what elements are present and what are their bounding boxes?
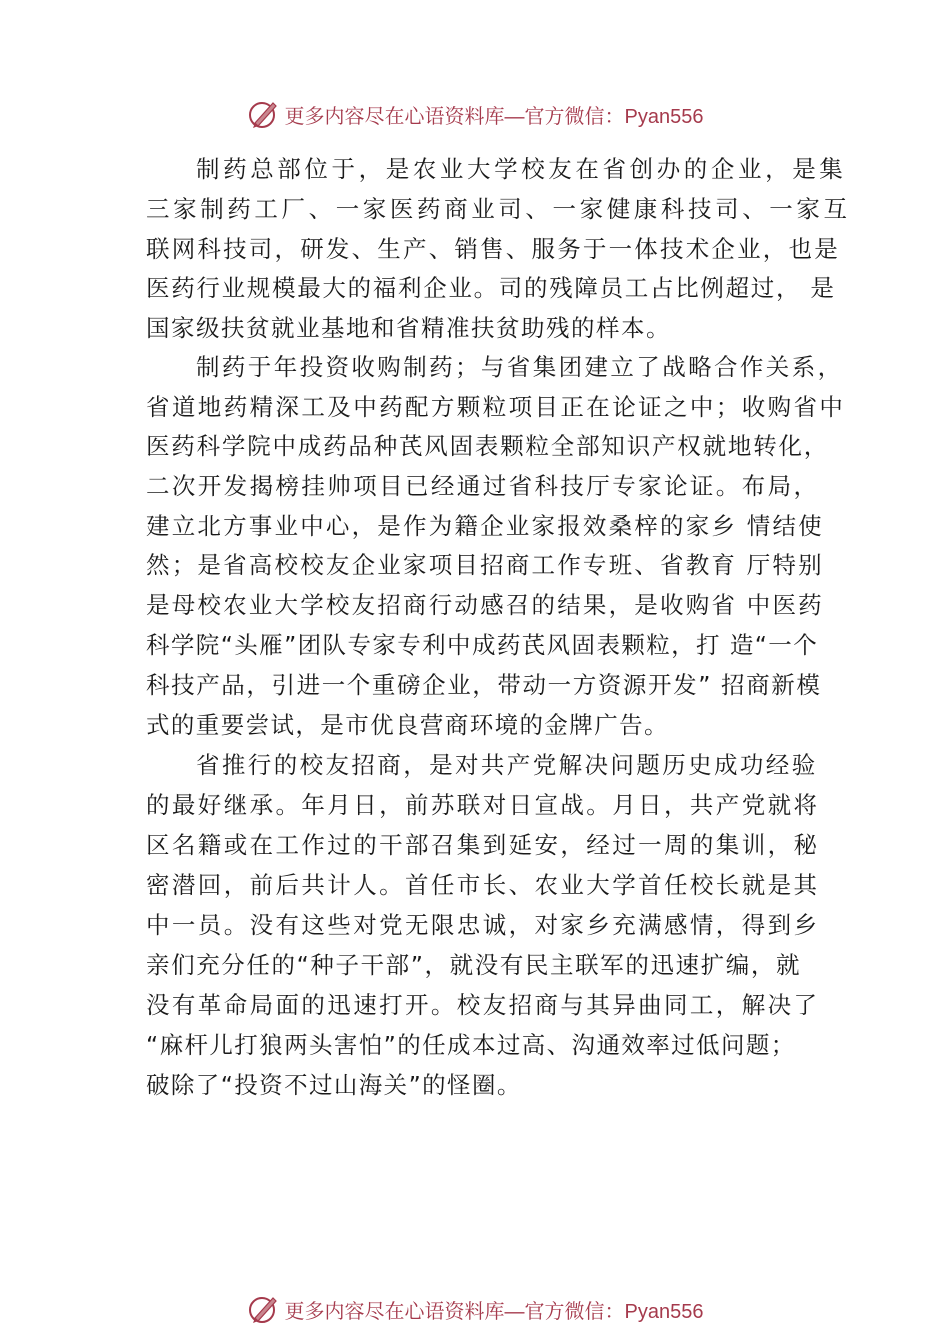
text-line: 是母校农业大学校友招商行动感召的结果，是收购省 中医药 (146, 591, 824, 619)
banner-site-name: 更多内容尽在心语资料库 (284, 1298, 505, 1323)
text-line: 制药于年投资收购制药；与省集团建立了战略合作关系， (196, 353, 844, 381)
text-line: 科学院“头雁”团队专家专利中成药芪风固表颗粒，打 造“一个 (146, 631, 819, 659)
text-line: 省道地药精深工及中药配方颗粒项目正在论证之中；收购省中 (146, 393, 846, 421)
text-line: 医药行业规模最大的福利企业。司的残障员工占比例超过， 是 (146, 274, 836, 302)
text-line: 的最好继承。年月日，前苏联对日宣战。月日，共产党就将 (146, 791, 820, 819)
text-line: 制药总部位于，是农业大学校友在省创办的企业，是集 (196, 155, 847, 183)
text-line: 然；是省高校校友企业家项目招商工作专班、省教育 厅特别 (146, 551, 824, 579)
text-line: 建立北方事业中心，是作为籍企业家报效桑梓的家乡 情结使 (146, 512, 824, 540)
text-line: 中一员。没有这些对党无限忠诚，对家乡充满感情，得到乡 (146, 911, 820, 939)
text-line: 亲们充分任的“种子干部”，就没有民主联军的迅速扩编，就 (146, 951, 802, 979)
pen-logo-icon (247, 97, 281, 131)
text-line: 破除了“投资不过山海关”的怪圈。 (146, 1071, 522, 1099)
banner-site-name: 更多内容尽在心语资料库 (284, 103, 505, 128)
text-line: 医药科学院中成药品种芪风固表颗粒全部知识产权就地转化， (146, 432, 830, 460)
header-banner (0, 94, 950, 134)
text-line: 国家级扶贫就业基地和省精准扶贫助残的样本。 (146, 314, 671, 342)
text-line: 科技产品，引进一个重磅企业，带动一方资源开发” 招商新模 (146, 671, 822, 699)
text-line: 联网科技司，研发、生产、销售、服务于一体技术企业，也是 (146, 235, 840, 263)
footer-banner (0, 1289, 950, 1329)
text-line: “麻杆儿打狼两头害怕”的任成本过高、沟通效率过低问题； (146, 1031, 796, 1059)
text-line: 没有革命局面的迅速打开。校友招商与其异曲同工，解决了 (146, 991, 820, 1019)
text-line: 区名籍或在工作过的干部召集到延安，经过一周的集训，秘 (146, 831, 820, 859)
pen-logo-icon (247, 1292, 281, 1326)
text-line: 省推行的校友招商，是对共产党解决问题历史成功经验 (196, 751, 818, 779)
text-line: 式的重要尝试，是市优良营商环境的金牌广告。 (146, 711, 669, 739)
banner-contact: —官方微信：Pyan556 (504, 1300, 704, 1323)
text-line: 密潜回，前后共计人。首任市长、农业大学首任校长就是其 (146, 871, 820, 899)
text-line: 二次开发揭榜挂帅项目已经通过省科技厅专家论证。布局， (146, 472, 820, 500)
text-line: 三家制药工厂、一家医药商业司、一家健康科技司、一家互 (146, 195, 851, 223)
banner-contact: —官方微信：Pyan556 (504, 105, 704, 128)
